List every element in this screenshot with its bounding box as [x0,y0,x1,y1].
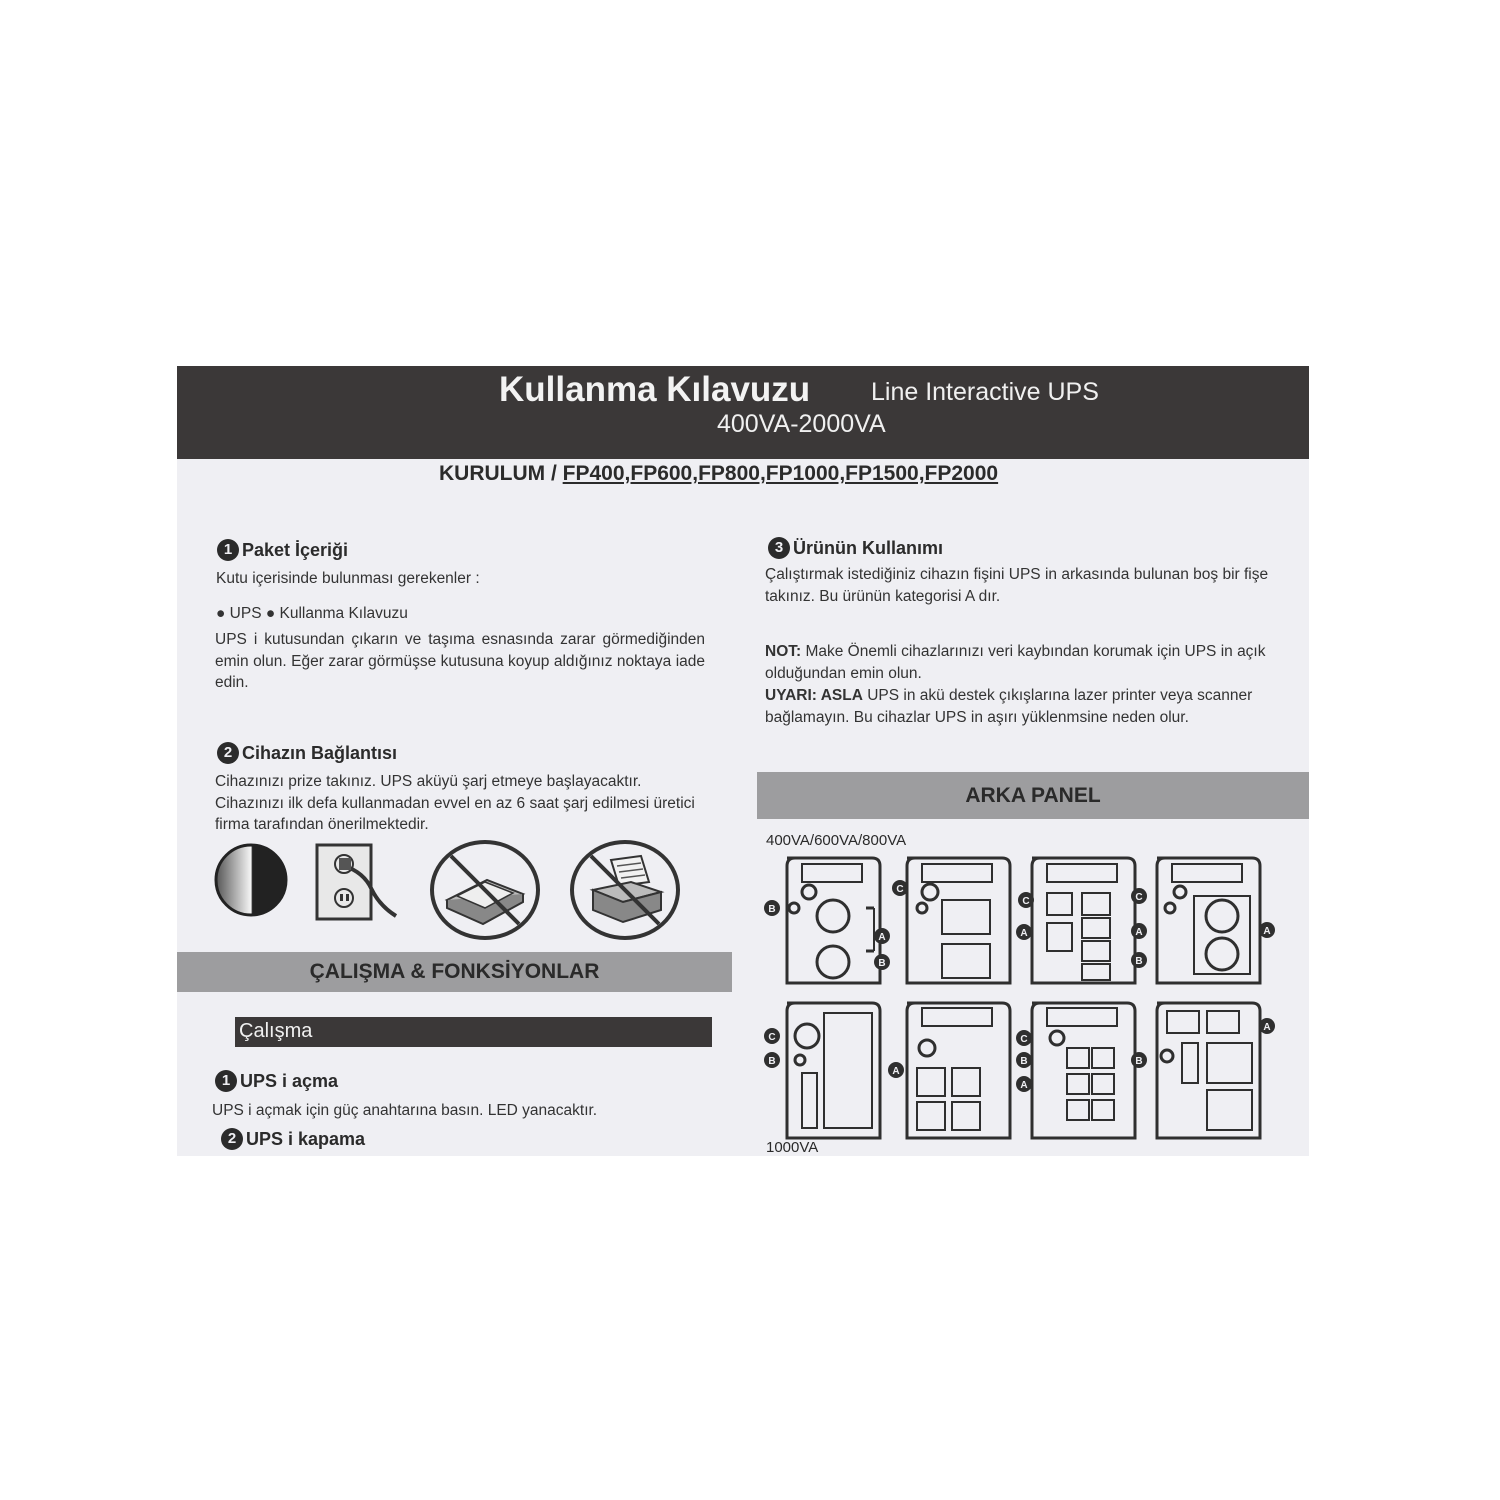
rear-unit-1 [787,858,880,983]
manual-sheet [177,366,1309,1156]
callout-letter: C [768,1032,776,1043]
rear-unit-8 [1157,1003,1260,1138]
section-number-badge: 2 [217,742,239,764]
callout-letter: A [1263,1022,1271,1033]
package-title: Paket İçeriği [242,539,349,560]
callout-letter: A [1020,928,1028,939]
rear-unit-6 [907,1003,1010,1138]
section-number-badge: 3 [768,537,790,559]
install-models: FP400,FP600,FP800,FP1000,FP1500,FP2000 [562,462,999,485]
rear-unit-2 [907,858,1010,983]
package-body: UPS i kutusundan çıkarın ve taşıma esnasında zarar görmediğinden emin olun. Eğer zarar görmüşse kutusuna koyup aldığınız noktaya iade edin. [215,631,705,691]
rear-unit-7 [1032,1003,1135,1138]
manual-title: Kullanma Kılavuzu [499,370,811,409]
ups-on-body: UPS i açmak için güç anahtarına basın. LED yanacaktır. [212,1102,598,1119]
header-bar [177,366,1309,459]
note-paragraph [765,641,1290,684]
package-heading [217,539,348,561]
rear-panel-label-small: 400VA/600VA/800VA [766,832,907,849]
callout-letter: B [1135,1056,1143,1067]
section-number-badge: 1 [217,539,239,561]
usage-body: Çalıştırmak istediğiniz cihazın fişini UPS in arkasında bulunan boş bir fişe takınız. Bu ürünün kategorisi A dır. [765,566,1269,605]
callout-letter: A [1263,926,1271,937]
callout-letters [768,884,1270,1091]
rear-panel-diagrams [762,848,1292,1148]
callout-letter: C [1022,896,1030,907]
install-heading [439,462,998,486]
manual-subtitle: Line Interactive UPS [871,378,1099,406]
usage-heading [768,537,943,559]
callout-letter: A [892,1066,900,1077]
note-text: Make Önemli cihazlarınızı veri kaybından korumak için UPS in açık olduğundan emin olun. [765,643,1266,682]
ups-off-title: UPS i kapama [246,1128,366,1149]
connection-body: Cihazınızı prize takınız. UPS aküyü şarj etmeye başlayacaktır. Cihazınızı ilk defa kullanmadan evvel en az 6 saat şarj edilmesi üretici firma tarafından önerilmektedir. [215,773,695,833]
callout-letter: B [1135,956,1143,967]
callout-letter: B [768,1056,776,1067]
callout-letter: B [768,904,776,915]
install-prefix: KURULUM / [439,462,563,485]
warning-text: UPS in akü destek çıkışlarına lazer printer veya scanner bağlamayın. Bu cihazlar UPS in aşırı yüklenmsine neden olur. [765,687,1253,726]
no-scanner-icon [427,838,543,942]
ups-on-title: UPS i açma [240,1070,339,1091]
power-switch-icon [211,840,291,920]
callout-letter: C [1020,1034,1028,1045]
usage-title: Ürünün Kullanımı [793,537,943,558]
rear-unit-3 [1032,858,1135,983]
ups-on-heading [215,1070,338,1092]
callout-letter: A [1020,1080,1028,1091]
rear-unit-4 [1157,858,1260,983]
connection-heading [217,742,397,764]
operation-bar: Çalışma [235,1017,712,1047]
rear-panel-band: ARKA PANEL [757,772,1309,819]
no-printer-icon [567,838,683,942]
warning-label: UYARI: ASLA [765,687,863,704]
power-range: 400VA-2000VA [717,410,886,438]
package-items: ● UPS ● Kullanma Kılavuzu [216,605,408,622]
rear-unit-5 [787,1003,880,1138]
note-label: NOT: [765,643,802,660]
warning-paragraph [765,685,1290,728]
ups-off-heading [221,1128,365,1150]
functions-band: ÇALIŞMA & FONKSİYONLAR [177,952,732,992]
connection-title: Cihazın Bağlantısı [242,742,398,763]
section-number-badge: 1 [215,1070,237,1092]
wall-outlet-plug-icon [314,842,399,924]
callout-letter: A [1135,927,1143,938]
callout-letter: C [896,884,904,895]
rear-panel-label-large: 1000VA [766,1139,819,1156]
callout-letter: C [1135,892,1143,903]
callout-letter: B [878,958,886,969]
section-number-badge: 2 [221,1128,243,1150]
callout-letter: B [1020,1056,1028,1067]
package-intro: Kutu içerisinde bulunması gerekenler : [216,570,480,587]
callout-letter: A [878,932,886,943]
